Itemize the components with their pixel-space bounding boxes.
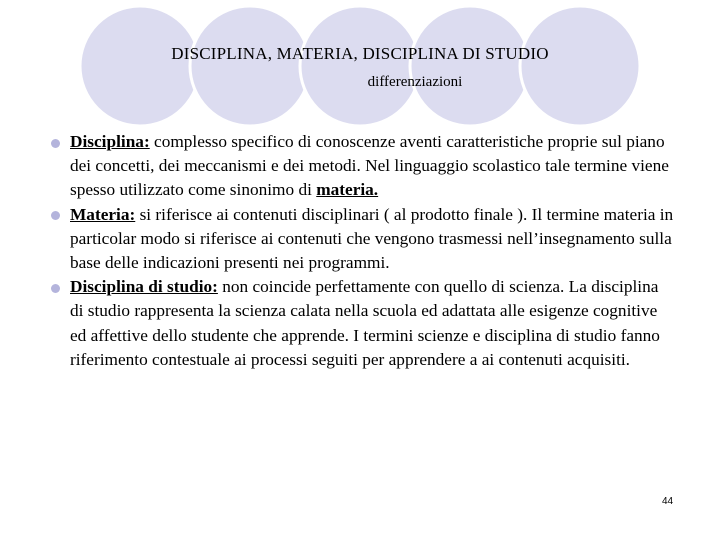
bullet-term: Materia: (70, 204, 136, 224)
page-number: 44 (662, 496, 674, 507)
slide-header (60, 44, 660, 91)
bullet-dot-icon (51, 139, 60, 148)
bullet-item-disciplina-di-studio (70, 275, 675, 372)
bullet-text: non coincide perfettamente con quello di scienza. La disciplina di studio rappresenta la scienza calata nella scuola ed adattata alle esigenze cognitive ed affettive dello studente che apprende. I termini scienze e disciplina di studio fanno riferimento contestuale ai processi seguiti per apprendere a ai contenuti acquisiti. (70, 277, 660, 369)
bullet-term: Disciplina di studio: (70, 277, 218, 297)
bullet-list (70, 130, 675, 372)
bullet-text: complesso specifico di conoscenze aventi caratteristiche proprie sul piano dei concetti, dei meccanismi e dei metodi. Nel linguaggio scolastico tale termine viene spesso utilizzato come sinonimo di (70, 132, 669, 200)
bullet-term: Disciplina: (70, 132, 150, 151)
bullet-item-materia (70, 203, 675, 276)
slide-title: DISCIPLINA, MATERIA, DISCIPLINA DI STUDIO (171, 44, 549, 63)
slide-subtitle: differenziazioni (367, 74, 463, 90)
bullet-dot-icon (51, 284, 60, 293)
bullet-dot-icon (51, 211, 60, 220)
bullet-text: si riferisce ai contenuti disciplinari ( al prodotto finale ). Il termine materia in particolar modo si riferisce ai contenuti che vengono trasmessi nell’insegnamento sulla base delle indicazioni presenti nei programmi. (70, 204, 674, 273)
bullet-emphasis: materia. (316, 180, 379, 200)
bullet-item-disciplina (70, 130, 675, 203)
